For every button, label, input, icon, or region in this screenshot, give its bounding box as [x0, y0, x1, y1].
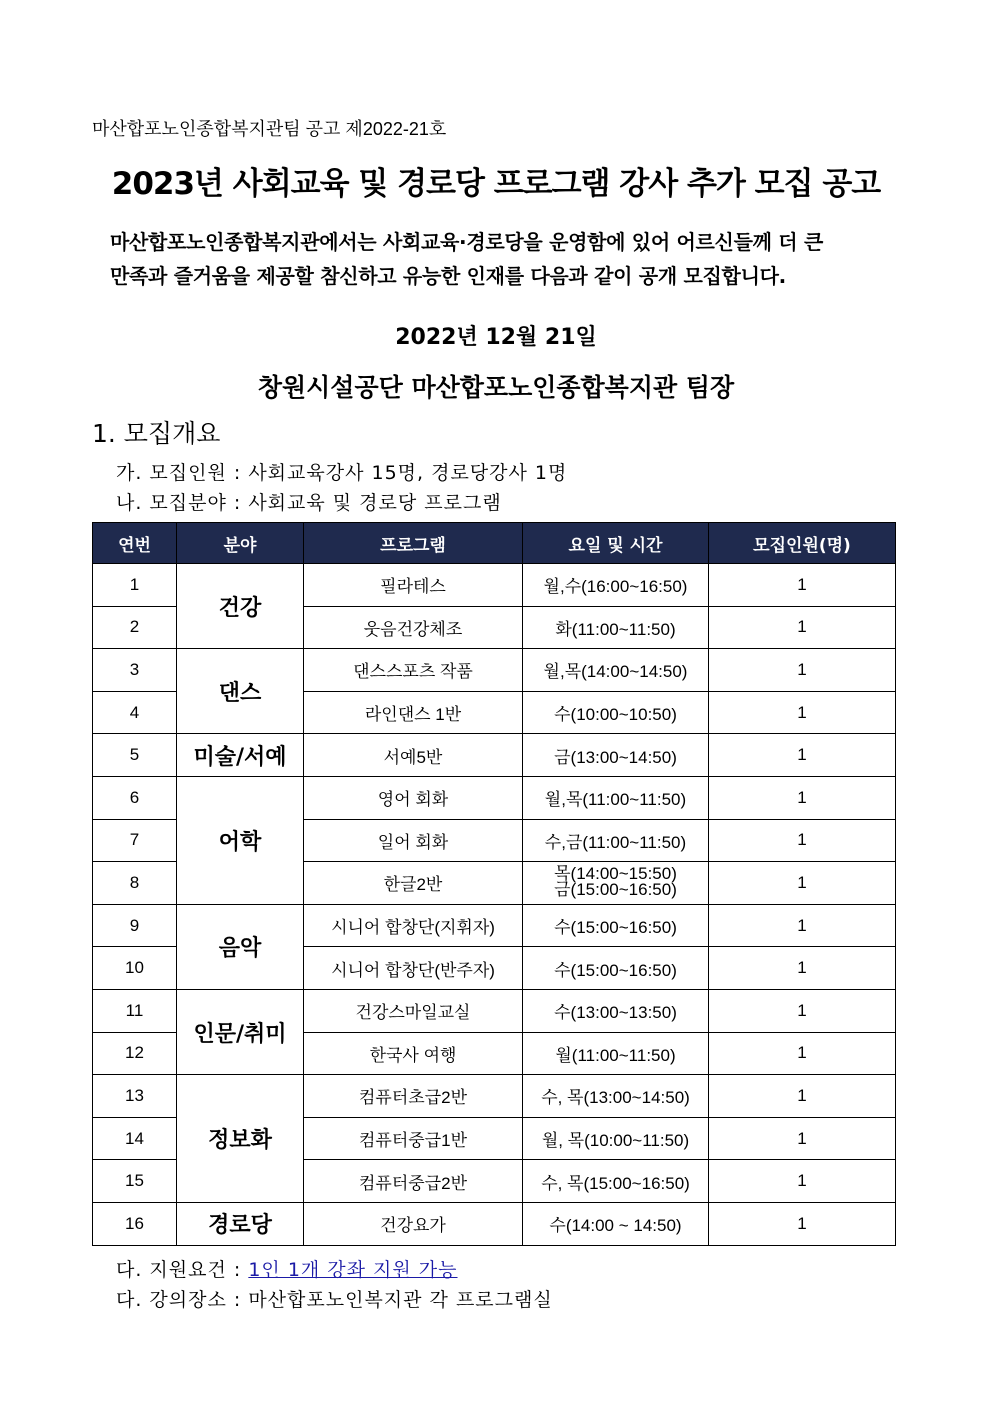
table-row: [93, 1202, 896, 1245]
row-count: 1: [709, 734, 896, 777]
row-program: 컴퓨터중급2반: [304, 1160, 523, 1203]
row-count: 1: [709, 947, 896, 990]
requirement: [116, 1255, 458, 1282]
row-program: 건강요가: [304, 1202, 523, 1245]
recruit-count: 가. 모집인원 : 사회교육강사 15명, 경로당강사 1명: [116, 462, 568, 484]
category-cell: 댄스: [177, 649, 304, 734]
notice-number: 마산합포노인종합복지관팀 공고 제2022-21호: [92, 119, 447, 139]
row-schedule: 수, 목(13:00~14:50): [523, 1075, 709, 1118]
row-program: 필라테스: [304, 564, 523, 607]
row-count: 1: [709, 776, 896, 819]
row-program: 웃음건강체조: [304, 606, 523, 649]
header-program: 프로그램: [304, 523, 523, 564]
table-row: [93, 776, 896, 819]
row-schedule: 수(13:00~13:50): [523, 989, 709, 1032]
category-cell: 음악: [177, 904, 304, 989]
row-count: 1: [709, 564, 896, 607]
row-program: 한국사 여행: [304, 1032, 523, 1075]
row-no: 3: [93, 649, 177, 692]
intro-text: [110, 225, 823, 293]
row-program: 일어 회화: [304, 819, 523, 862]
row-schedule: 월,목(14:00~14:50): [523, 649, 709, 692]
row-schedule: 수(15:00~16:50): [523, 947, 709, 990]
row-program: 시니어 합창단(반주자): [304, 947, 523, 990]
requirement-link[interactable]: 1인 1개 강좌 지원 가능: [248, 1259, 458, 1281]
category-cell: 어학: [177, 776, 304, 904]
row-schedule: 수(10:00~10:50): [523, 691, 709, 734]
row-no: 11: [93, 989, 177, 1032]
row-program: 시니어 합창단(지휘자): [304, 904, 523, 947]
row-no: 12: [93, 1032, 177, 1075]
row-count: 1: [709, 1160, 896, 1203]
row-schedule: 수, 목(15:00~16:50): [523, 1160, 709, 1203]
row-no: 13: [93, 1075, 177, 1118]
category-cell: 미술/서예: [177, 734, 304, 777]
row-schedule: 월, 목(10:00~11:50): [523, 1117, 709, 1160]
row-count: 1: [709, 649, 896, 692]
row-count: 1: [709, 819, 896, 862]
issuer: 창원시설공단 마산합포노인종합복지관 팀장: [257, 373, 735, 402]
table-row: [93, 989, 896, 1032]
row-count: 1: [709, 1075, 896, 1118]
row-schedule: 수,금(11:00~11:50): [523, 819, 709, 862]
row-schedule: 수(15:00~16:50): [523, 904, 709, 947]
intro-line-1: 마산합포노인종합복지관에서는 사회교육·경로당을 운영함에 있어 어르신들께 더 큰: [110, 230, 823, 254]
category-cell: 정보화: [177, 1075, 304, 1203]
schedule-multi: [554, 863, 677, 899]
row-program: 컴퓨터초급2반: [304, 1075, 523, 1118]
row-no: 8: [93, 862, 177, 905]
row-program: 서예5반: [304, 734, 523, 777]
table-row: [93, 904, 896, 947]
row-no: 5: [93, 734, 177, 777]
program-table: [92, 522, 896, 1246]
row-no: 14: [93, 1117, 177, 1160]
header-no: 연번: [93, 523, 177, 564]
row-no: 9: [93, 904, 177, 947]
section-title: 1. 모집개요: [92, 419, 221, 448]
table-row: [93, 734, 896, 777]
row-no: 10: [93, 947, 177, 990]
venue: 다. 강의장소 : 마산합포노인복지관 각 프로그램실: [116, 1289, 553, 1311]
row-no: 15: [93, 1160, 177, 1203]
row-count: 1: [709, 989, 896, 1032]
row-count: 1: [709, 606, 896, 649]
category-cell: 건강: [177, 564, 304, 649]
row-count: 1: [709, 862, 896, 905]
row-program: 영어 회화: [304, 776, 523, 819]
category-cell: 인문/취미: [177, 989, 304, 1074]
row-count: 1: [709, 1202, 896, 1245]
row-schedule: 화(11:00~11:50): [523, 606, 709, 649]
row-count: 1: [709, 904, 896, 947]
row-count: 1: [709, 1032, 896, 1075]
row-schedule: 월(11:00~11:50): [523, 1032, 709, 1075]
row-no: 2: [93, 606, 177, 649]
row-schedule: 월,수(16:00~16:50): [523, 564, 709, 607]
row-program: 댄스스포츠 작품: [304, 649, 523, 692]
table-row: [93, 1075, 896, 1118]
row-program: 한글2반: [304, 862, 523, 905]
notice-date: 2022년 12월 21일: [395, 325, 597, 350]
page-title: 2023년 사회교육 및 경로당 프로그램 강사 추가 모집 공고: [111, 166, 881, 202]
row-no: 6: [93, 776, 177, 819]
table-row: [93, 649, 896, 692]
recruit-field: 나. 모집분야 : 사회교육 및 경로당 프로그램: [116, 492, 502, 514]
category-cell: 경로당: [177, 1202, 304, 1245]
row-count: 1: [709, 1117, 896, 1160]
header-schedule: 요일 및 시간: [523, 523, 709, 564]
table-row: [93, 564, 896, 607]
row-no: 16: [93, 1202, 177, 1245]
row-schedule: 월,목(11:00~11:50): [523, 776, 709, 819]
intro-line-2: 만족과 즐거움을 제공할 참신하고 유능한 인재를 다음과 같이 공개 모집합니다.: [110, 264, 786, 288]
row-no: 4: [93, 691, 177, 734]
row-schedule: 수(14:00 ~ 14:50): [523, 1202, 709, 1245]
row-program: 라인댄스 1반: [304, 691, 523, 734]
row-schedule: 금(13:00~14:50): [523, 734, 709, 777]
row-count: 1: [709, 691, 896, 734]
row-schedule: [523, 862, 709, 905]
table-header-row: [93, 523, 896, 564]
row-no: 7: [93, 819, 177, 862]
requirement-label: 다. 지원요건 :: [116, 1259, 249, 1281]
schedule-line-2: 금(15:00~16:50): [554, 879, 677, 899]
header-count: 모집인원(명): [709, 523, 896, 564]
schedule-line-1: 목(14:00~15:50): [554, 863, 677, 883]
row-no: 1: [93, 564, 177, 607]
row-program: 컴퓨터중급1반: [304, 1117, 523, 1160]
header-field: 분야: [177, 523, 304, 564]
row-program: 건강스마일교실: [304, 989, 523, 1032]
